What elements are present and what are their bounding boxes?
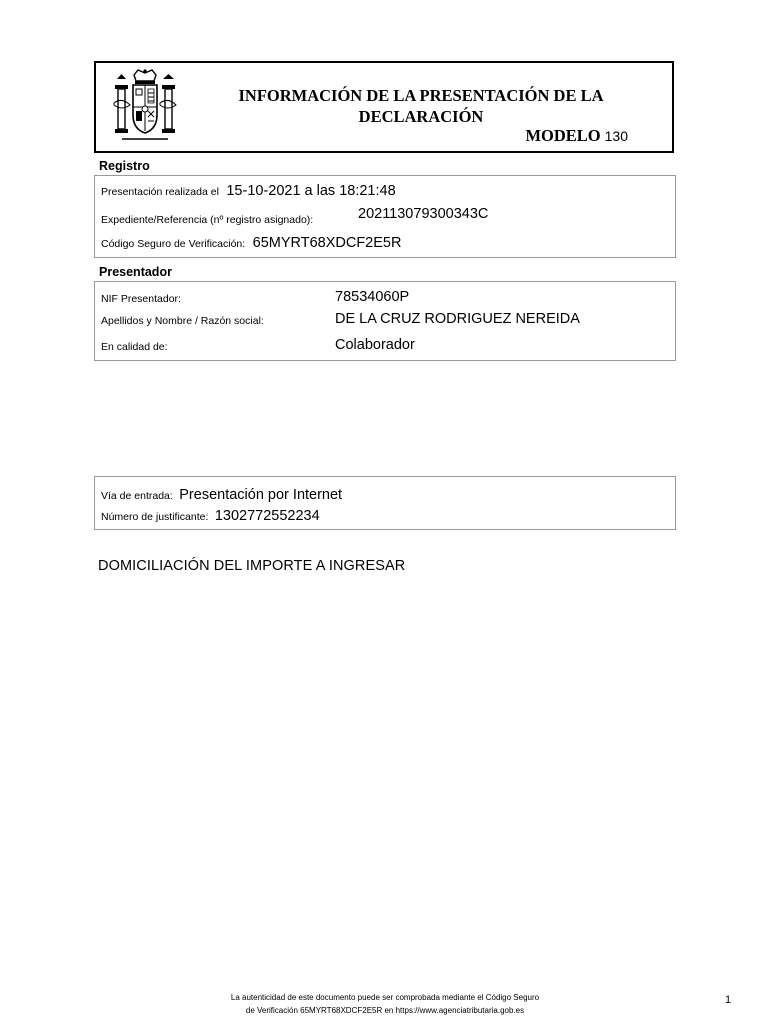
coat-of-arms-icon	[112, 69, 178, 145]
nif-label: NIF Presentador:	[101, 293, 181, 305]
expediente-value: 202113079300343C	[358, 206, 489, 222]
csv-value: 65MYRT68XDCF2E5R	[252, 235, 402, 251]
justificante-label: Número de justificante:	[101, 511, 209, 523]
via-row	[101, 486, 342, 504]
registro-box	[94, 175, 676, 258]
footer-line-1: La autenticidad de este documento puede ser comprobada mediante el Código Seguro	[230, 993, 540, 1002]
via-label: Vía de entrada:	[101, 490, 173, 502]
presentador-section-title: Presentador	[99, 265, 172, 279]
calidad-value: Colaborador	[335, 337, 415, 353]
footer-note	[180, 991, 590, 1017]
calidad-label: En calidad de:	[101, 341, 168, 353]
document-header	[94, 61, 674, 153]
presentacion-row	[101, 182, 396, 200]
csv-row	[101, 234, 401, 252]
footer-line-2: de Verificación 65MYRT68XDCF2E5R en https://www.agenciatributaria.gob.es	[245, 1006, 525, 1015]
registro-section-title: Registro	[99, 159, 150, 173]
justificante-row	[101, 507, 320, 525]
nombre-value: DE LA CRUZ RODRIGUEZ NEREIDA	[335, 311, 580, 327]
presentacion-label: Presentación realizada el	[101, 186, 219, 198]
via-value: Presentación por Internet	[179, 487, 343, 503]
presentacion-value: 15-10-2021 a las 18:21:48	[226, 183, 396, 199]
presentador-box	[94, 281, 676, 361]
page-number: 1	[725, 994, 732, 1006]
nombre-label: Apellidos y Nombre / Razón social:	[101, 315, 264, 327]
csv-label: Código Seguro de Verificación:	[101, 238, 246, 250]
modelo-number: 130	[604, 128, 628, 144]
domiciliacion-heading: DOMICILIACIÓN DEL IMPORTE A INGRESAR	[98, 558, 406, 574]
justificante-value: 1302772552234	[214, 508, 320, 524]
nif-value: 78534060P	[335, 289, 410, 305]
expediente-row	[101, 210, 313, 228]
expediente-label: Expediente/Referencia (nº registro asignado):	[101, 214, 314, 226]
modelo-label	[525, 126, 628, 146]
entrada-box	[94, 476, 676, 530]
document-title: INFORMACIÓN DE LA PRESENTACIÓN DE LA DECLARACIÓN	[238, 86, 604, 126]
modelo-text: MODELO	[525, 126, 601, 145]
